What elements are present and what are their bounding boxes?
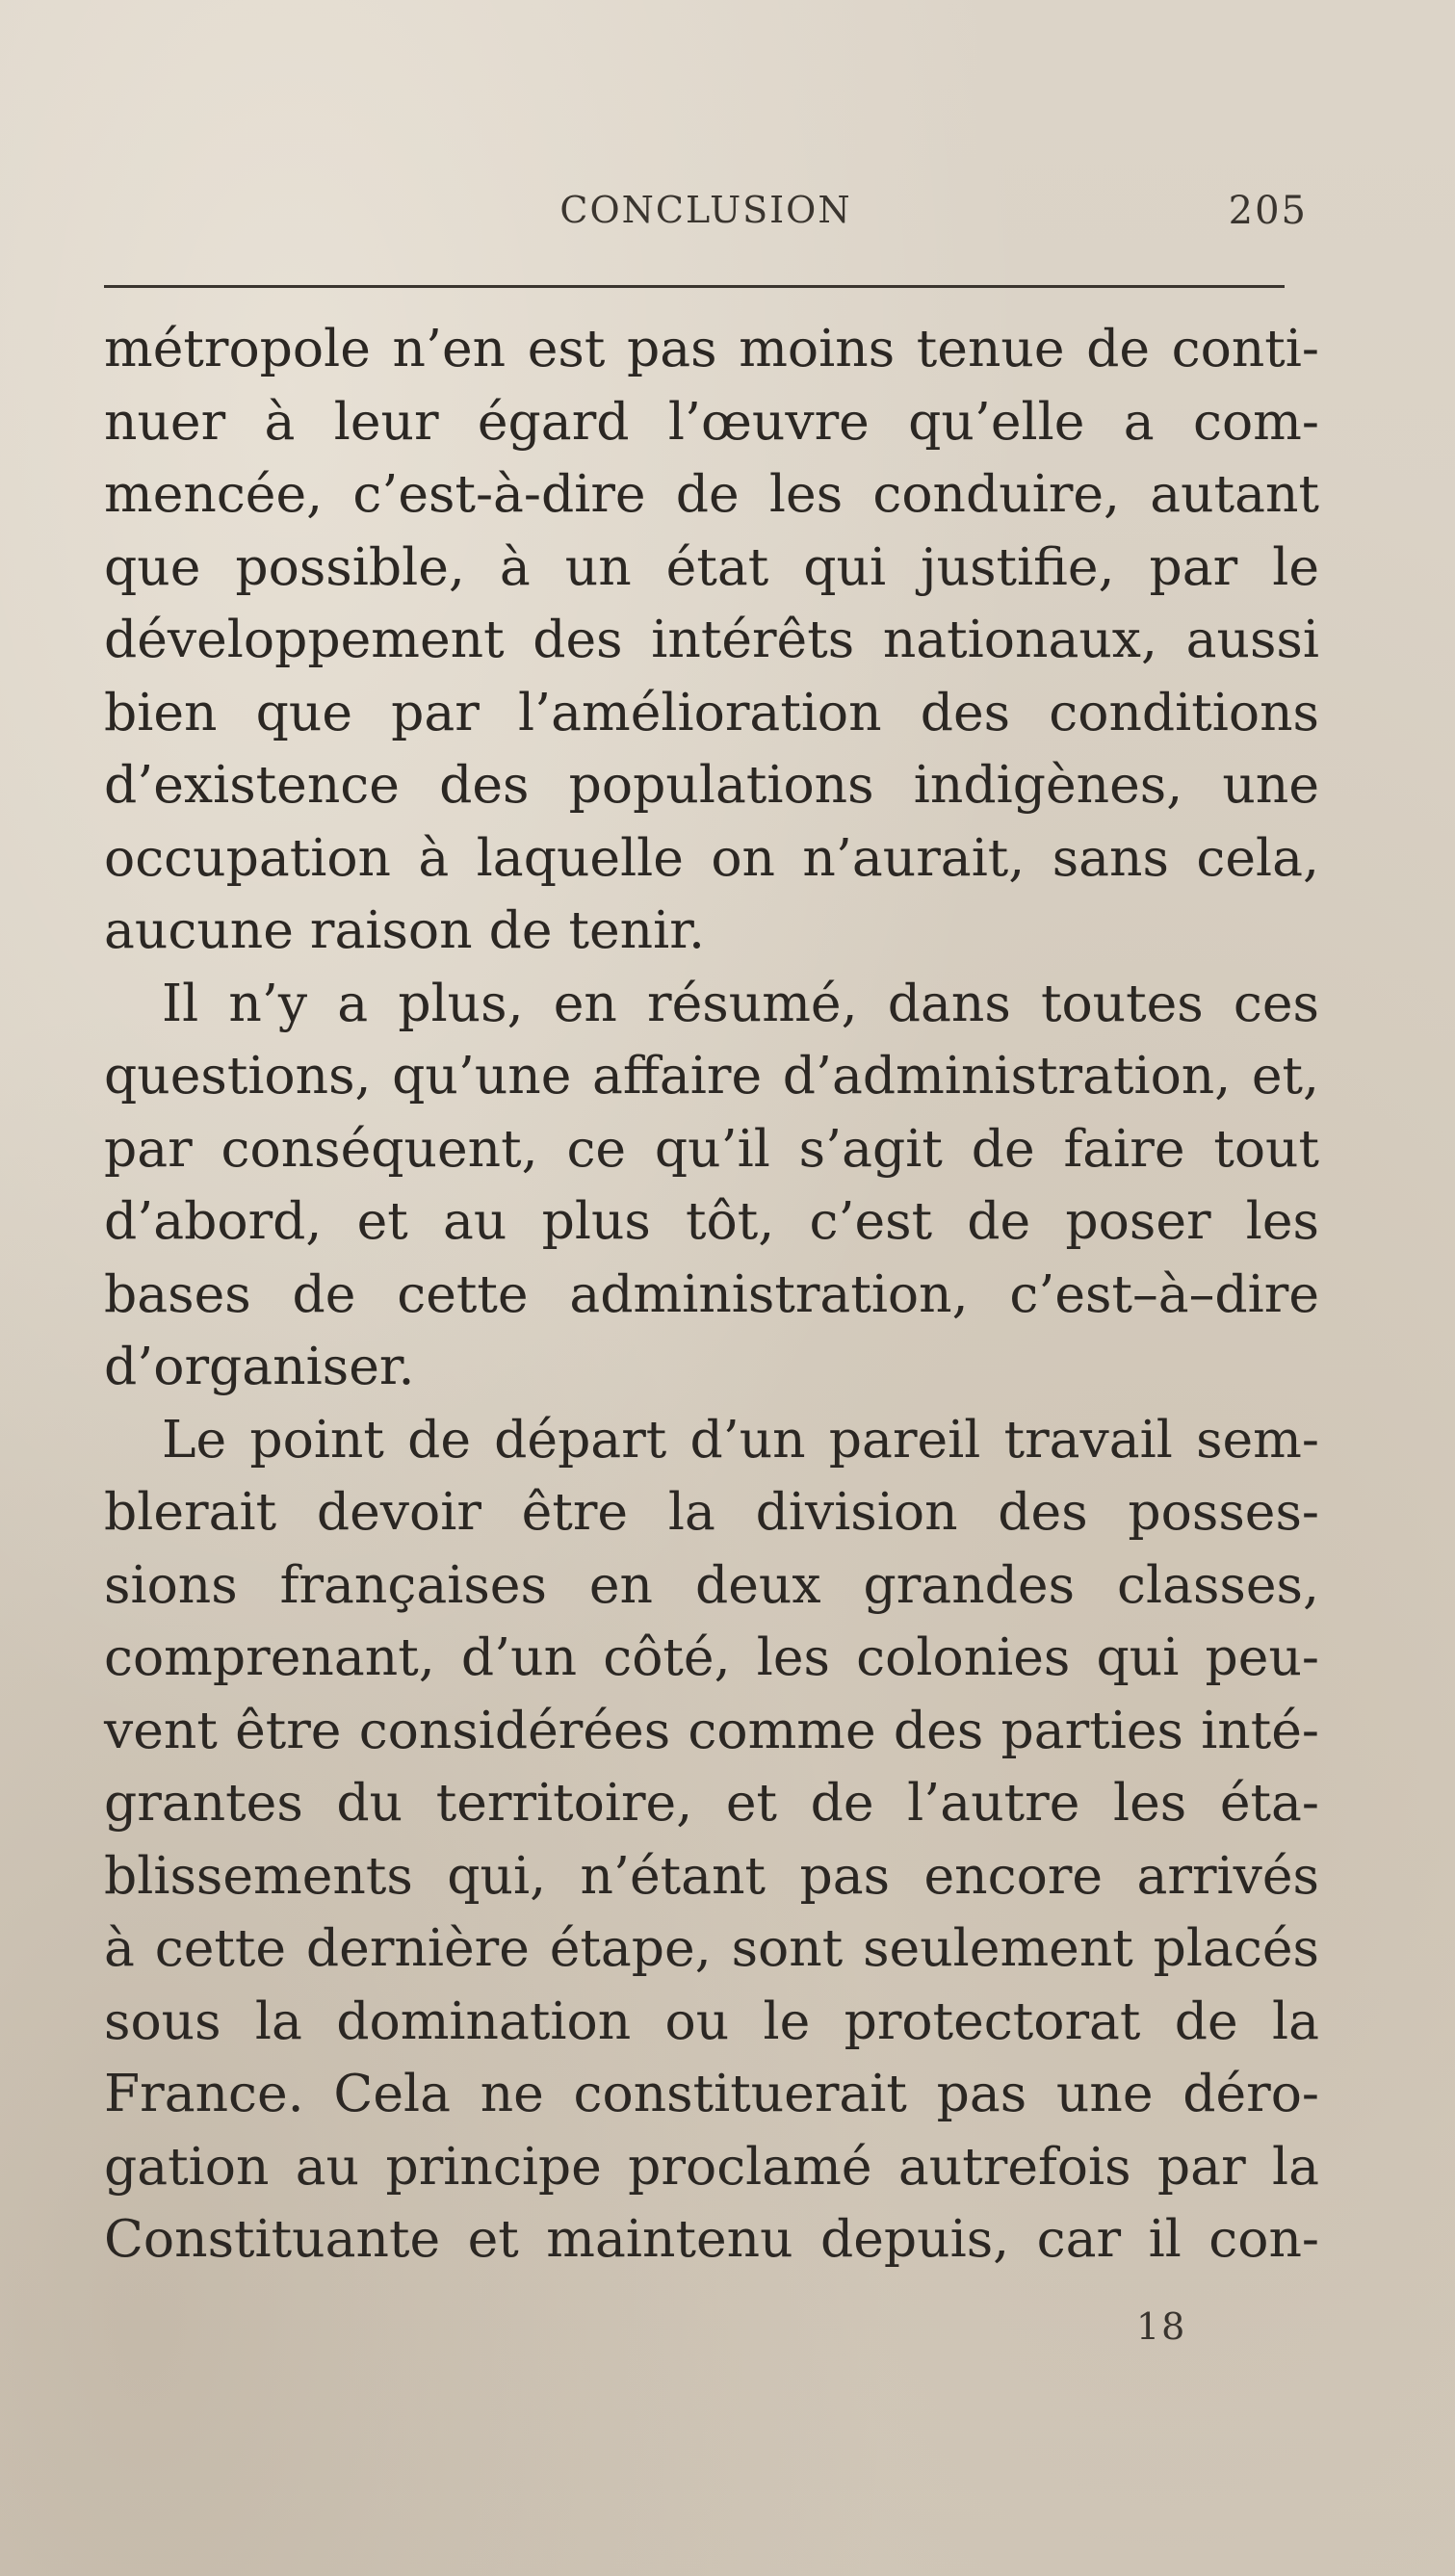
text-line: sous la domination ou le protectorat de la	[104, 1990, 1319, 2051]
text-line: questions, qu’une affaire d’administration, et,	[104, 1045, 1319, 1106]
text-line: grantes du territoire, et de l’autre les éta-	[104, 1772, 1319, 1833]
text-line: d’abord, et au plus tôt, c’est de poser les	[104, 1190, 1319, 1251]
text-line: blissements qui, n’étant pas encore arrivés	[104, 1844, 1319, 1906]
text-line: à cette dernière étape, sont seulement placés	[104, 1917, 1319, 1978]
text-line: Le point de départ d’un pareil travail sem-	[162, 1408, 1319, 1470]
text-line: par conséquent, ce qu’il s’agit de faire tout	[104, 1117, 1319, 1179]
text-line: France. Cela ne constituerait pas une déro-	[104, 2063, 1319, 2123]
text-line: métropole n’en est pas moins tenue de conti-	[104, 318, 1319, 378]
text-line: blerait devoir être la division des posses-	[104, 1481, 1319, 1542]
text-line: bien que par l’amélioration des conditions	[104, 681, 1319, 742]
text-line: mencée, c’est-à-dire de les conduire, autant	[104, 463, 1319, 524]
running-title: CONCLUSION	[559, 189, 852, 231]
page-number: 205	[1228, 189, 1308, 233]
running-head	[104, 189, 1308, 247]
text-line: développement des intérêts nationaux, aussi	[104, 609, 1319, 669]
text-line: aucune raison de tenir.	[104, 899, 705, 960]
text-line: vent être considérées comme des parties inté-	[104, 1699, 1319, 1760]
text-line: Constituante et maintenu depuis, car il con-	[104, 2208, 1319, 2269]
signature-mark: 18	[1136, 2305, 1187, 2348]
text-line: bases de cette administration, c’est–à–dire	[104, 1262, 1319, 1324]
text-line: comprenant, d’un côté, les colonies qui peu-	[104, 1626, 1319, 1687]
text-line: d’existence des populations indigènes, une	[104, 754, 1319, 815]
text-line: d’organiser.	[104, 1336, 415, 1396]
text-line: sions françaises en deux grandes classes,	[104, 1553, 1319, 1615]
header-rule	[104, 285, 1285, 288]
text-line: occupation à laquelle on n’aurait, sans cela,	[104, 826, 1319, 888]
text-line: nuer à leur égard l’œuvre qu’elle a com-	[104, 390, 1319, 452]
text-line: Il n’y a plus, en résumé, dans toutes ces	[162, 972, 1319, 1033]
text-line: que possible, à un état qui justifie, par le	[104, 535, 1319, 597]
body-text	[104, 312, 1319, 2276]
text-line: gation au principe proclamé autrefois par la	[104, 2135, 1319, 2197]
